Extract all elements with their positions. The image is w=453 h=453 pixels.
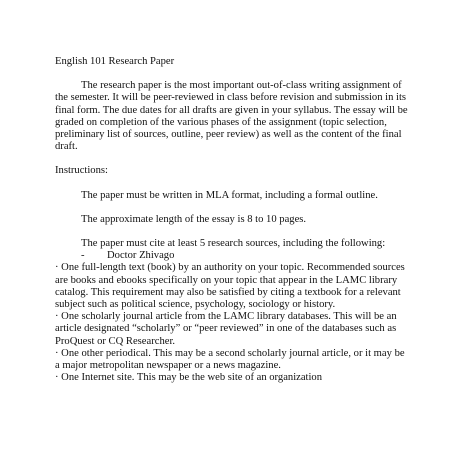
intro-paragraph: The research paper is the most important out-of-class writing assignment of the semester. It will be peer-reviewed in class before revision and submission in its final form. The due dates for all drafts are given in your syllabus. The essay will be graded on completion of the various phases of the assignment (topic selection, preliminary list of sources, outline, peer review) as well as the content of the final draft. xyxy=(55,80,408,153)
instruction-mla-format: The paper must be written in MLA format, including a formal outline. xyxy=(81,189,378,201)
bullet-journal: · One scholarly journal article from the LAMC library databases. This will be an article designated “scholarly” or “peer reviewed” in one of the databases such as ProQuest or CQ Researcher. xyxy=(55,311,397,347)
instruction-sources: The paper must cite at least 5 research sources, including the following: xyxy=(81,238,386,250)
bullet-internet: · One Internet site. This may be the web site of an organization xyxy=(55,372,323,384)
bullet-book: · One full-length text (book) by an authority on your topic. Recommended sources are books and ebooks specifically on your topic that appear in the LAMC library catalog. This requirement may also be satisfied by citing a textbook for a relevant subject such as political science, psychology, sociology or history. xyxy=(55,262,405,311)
bullet-periodical: · One other periodical. This may be a second scholarly journal article, or it may be a major metropolitan newspaper or a news magazine. xyxy=(55,347,405,372)
instructions-heading: Instructions: xyxy=(55,165,108,177)
document-title: English 101 Research Paper xyxy=(55,56,175,67)
sub-item-text: Doctor Zhivago xyxy=(107,250,175,262)
document-body xyxy=(55,56,411,384)
sub-item-dash: - xyxy=(81,250,85,262)
sub-item xyxy=(55,250,411,262)
instruction-length: The approximate length of the essay is 8 to 10 pages. xyxy=(81,213,307,225)
